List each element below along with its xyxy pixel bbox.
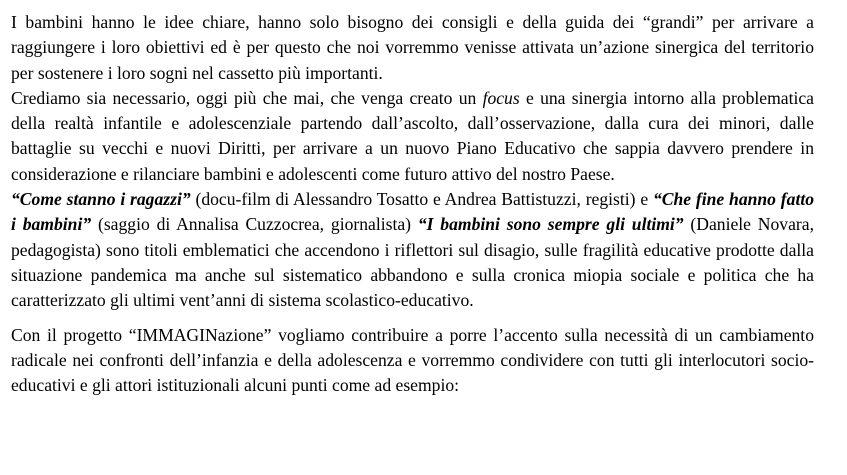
title-i-bambini-sono-sempre-gli-ultimi: “I bambini sono sempre gli ultimi” (417, 214, 684, 235)
paragraph-3-text-3: (Daniele Novara, pedagogista) sono titoli emblematici che accendono i riflettori sul disagio, sulle fragilità educative prodotte dalla situazione pandemica ma anche sul sistematico abbandono e sulla cronica miopia sociale e politica che ha caratterizzato gli ultimi vent’anni di sistema scolastico-educativo. (11, 214, 814, 311)
paragraph-2-text-start: Crediamo sia necessario, oggi più che mai, che venga creato un (11, 87, 483, 108)
paragraph-3 (11, 187, 814, 313)
paragraph-3-text-2: (saggio di Annalisa Cuzzocrea, giornalista) (91, 214, 418, 235)
paragraph-4: Con il progetto “IMMAGINazione” vogliamo contribuire a porre l’accento sulla necessità di un cambiamento radicale nei confronti dell’infanzia e della adolescenza e vorremmo condividere con tutti gli interlocutori socio-educativi e gli attori istituzionali alcuni punti come ad esempio: (11, 324, 814, 396)
title-come-stanno-i-ragazzi: “Come stanno i ragazzi” (11, 189, 191, 210)
paragraph-1: I bambini hanno le idee chiare, hanno solo bisogno dei consigli e della guida dei “grandi” per arrivare a raggiungere i loro obiettivi ed è per questo che noi vorremmo venisse attivata un’azione sinergica del territorio per sostenere i loro sogni nel cassetto più importanti. (11, 12, 814, 83)
paragraph-3-text-1: (docu-film di Alessandro Tosatto e Andrea Battistuzzi, registi) e (190, 189, 653, 210)
focus-emphasis: focus (482, 87, 520, 108)
paragraph-2 (11, 86, 814, 187)
title-che-fine-hanno-fatto-i-bambini: “Che fine hanno fatto i bambini” (11, 189, 815, 235)
paragraph-2-text-end: e una sinergia intorno alla problematica della realtà infantile e adolescenziale partendo dall’ascolto, dall’osservazione, dalla cura dei minori, dalle battaglie su vecchi e nuovi Diritti, per arrivare a un nuovo Piano Educativo che sappia davvero prendere in considerazione e rilanciare bambini e adolescenti come futuro attivo del nostro Paese. (11, 87, 814, 184)
